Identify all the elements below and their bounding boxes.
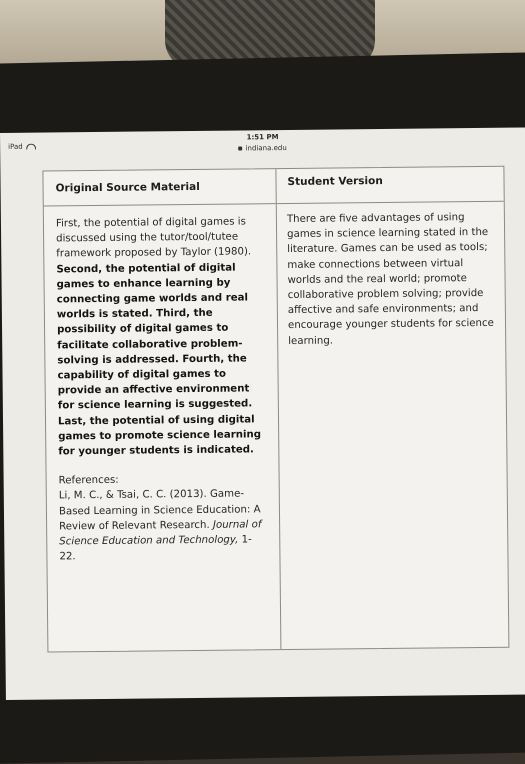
student-text: There are five advantages of using games in science learning stated in the literature. Games can be used as tools; make connections between virtual worlds and the real world; promote collaborative problem solving; provide affective and safe environments; and encourage younger students for science learning. — [286, 212, 494, 347]
status-bar — [0, 128, 525, 169]
original-bold-text: Second, the potential of digital games to enhance learning by connecting game worlds and real worlds is stated. Third, the possibility of digital games to facilitate collaborative problem-solving is addressed. Fourth, the capability of digital games to provide an affective environment for science learning is suggested. Last, the potential of using digital games to promote science learning for younger students is indicated. — [56, 262, 262, 458]
reference-text: Li, M. C., & Tsai, C. C. (2013). Game-Based Learning in Science Education: A Review of Relevant Research. — [58, 488, 261, 533]
references — [59, 471, 268, 564]
device-name: iPad — [8, 142, 23, 151]
original-intro: First, the potential of digital games is discussed using the tutor/tool/tutee framework proposed by Taylor (1980). — [55, 216, 252, 260]
status-time: 1:51 PM — [246, 133, 279, 142]
student-passage — [277, 202, 506, 349]
comparison-table — [42, 166, 509, 653]
original-passage — [44, 204, 280, 565]
address-bar[interactable] — [0, 142, 525, 155]
original-header: Original Source Material — [43, 169, 275, 206]
original-column — [43, 169, 281, 651]
references-label: References: — [58, 475, 119, 487]
reference-journal: Journal of Science Education and Technology, — [59, 519, 262, 548]
lock-icon — [239, 146, 243, 150]
tablet-screen — [0, 128, 525, 700]
student-column — [276, 167, 508, 649]
reference-pages: 1-22. — [59, 534, 252, 563]
url-text: indiana.edu — [245, 143, 287, 153]
student-header: Student Version — [276, 167, 503, 204]
